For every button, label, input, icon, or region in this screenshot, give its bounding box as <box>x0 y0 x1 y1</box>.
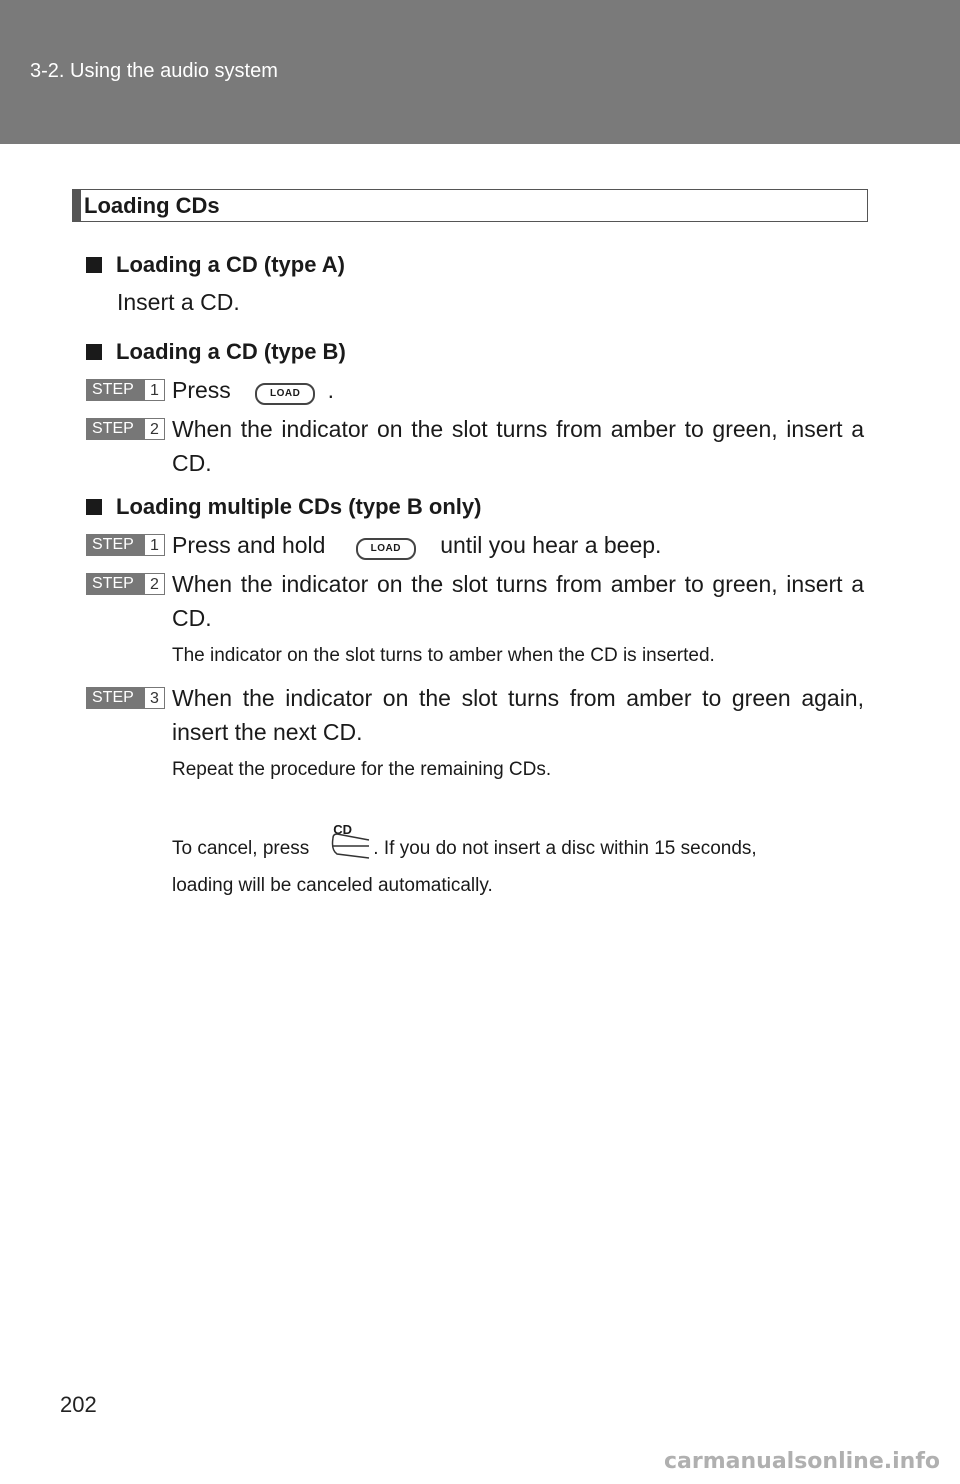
type-a-instruction: Insert a CD. <box>117 289 240 315</box>
step-badge <box>86 573 165 595</box>
load-button-icon: LOAD <box>356 538 416 560</box>
step-badge-number: 3 <box>144 687 165 709</box>
square-bullet-icon <box>86 344 102 360</box>
cancel-note <box>172 816 872 864</box>
watermark: carmanualsonline.info <box>664 1449 940 1474</box>
subheading-type-a <box>86 252 345 278</box>
type-b-step-1 <box>172 373 334 407</box>
step-badge-label: STEP <box>86 573 144 595</box>
step-badge-label: STEP <box>86 534 144 556</box>
step-badge-number: 1 <box>144 379 165 401</box>
multi-step-2: When the indicator on the slot turns from amber to green, insert a CD. <box>172 571 864 631</box>
subheading-type-b <box>86 339 346 365</box>
step-text: Press <box>172 377 231 403</box>
type-b-step-2: When the indicator on the slot turns from amber to green, insert a CD. <box>172 416 864 476</box>
square-bullet-icon <box>86 257 102 273</box>
step-badge-number: 2 <box>144 573 165 595</box>
step-badge-number: 2 <box>144 418 165 440</box>
step-badge <box>86 379 165 401</box>
section-heading-box <box>72 189 868 222</box>
step-badge-number: 1 <box>144 534 165 556</box>
cancel-note-line2: loading will be canceled automatically. <box>172 875 493 896</box>
page-header <box>0 0 960 144</box>
subheading-multi <box>86 494 481 520</box>
multi-step-3-note: Repeat the procedure for the remaining CDs. <box>172 759 552 780</box>
section-heading-bar <box>73 190 81 221</box>
step-badge-label: STEP <box>86 379 144 401</box>
step-text: until you hear a beep. <box>440 532 662 558</box>
step-badge <box>86 534 165 556</box>
cancel-text: To cancel, press <box>172 838 310 859</box>
subheading-type-b-text: Loading a CD (type B) <box>116 339 346 364</box>
multi-step-2-note: The indicator on the slot turns to amber when the CD is inserted. <box>172 645 715 666</box>
subheading-type-a-text: Loading a CD (type A) <box>116 252 345 277</box>
step-text: Press and hold <box>172 532 326 558</box>
cd-button-label: CD <box>333 822 353 837</box>
page-number: 202 <box>60 1392 97 1417</box>
load-button-icon: LOAD <box>255 383 315 405</box>
step-badge-label: STEP <box>86 687 144 709</box>
square-bullet-icon <box>86 499 102 515</box>
cd-button-icon <box>331 816 371 864</box>
step-text: . <box>327 377 334 403</box>
step-badge <box>86 418 165 440</box>
section-title: Loading CDs <box>84 193 220 218</box>
chapter-title: 3-2. Using the audio system <box>30 60 278 82</box>
multi-step-3: When the indicator on the slot turns from amber to green again, insert the next CD. <box>172 685 864 745</box>
step-badge-label: STEP <box>86 418 144 440</box>
multi-step-1 <box>172 528 661 562</box>
subheading-multi-text: Loading multiple CDs (type B only) <box>116 494 482 519</box>
cancel-text: . If you do not insert a disc within 15 seconds, <box>373 838 757 859</box>
step-badge <box>86 687 165 709</box>
